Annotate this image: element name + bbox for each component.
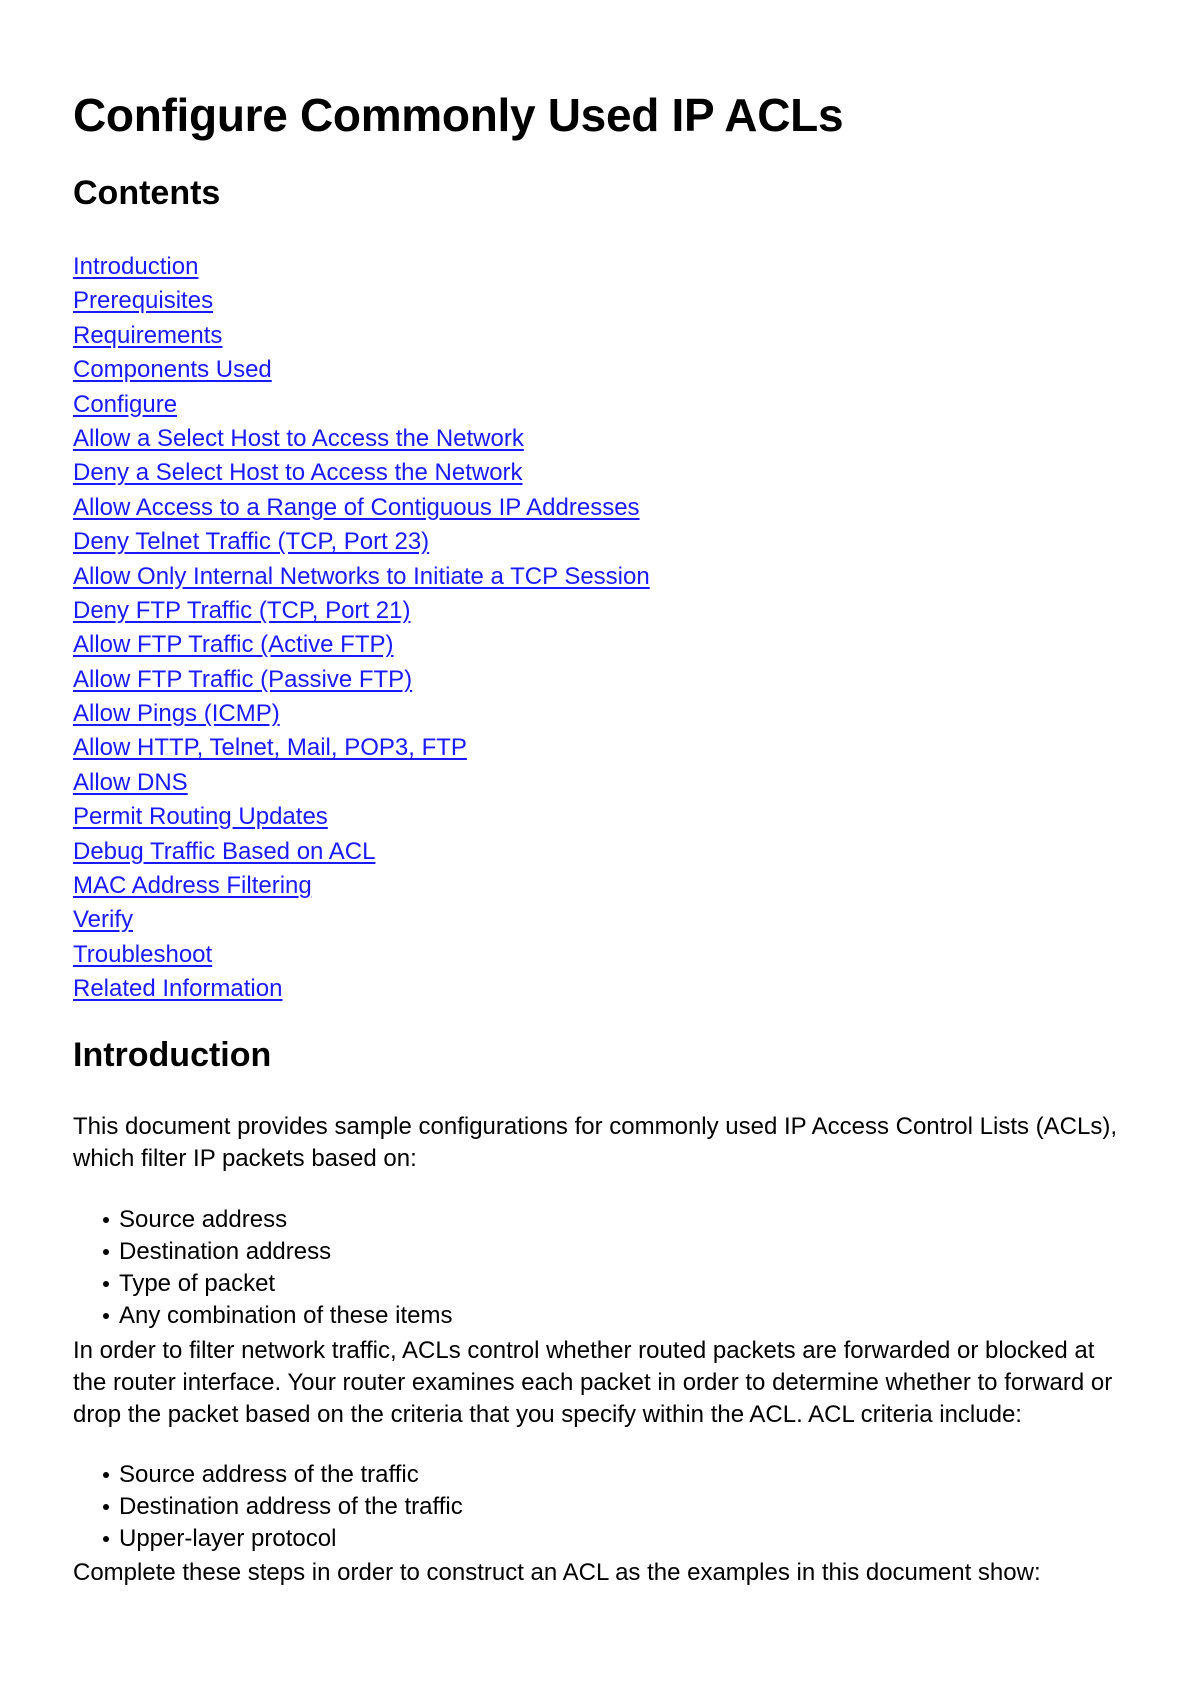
toc-item: [73, 663, 650, 697]
toc-item: [73, 491, 650, 525]
toc-link-deny-telnet[interactable]: Deny Telnet Traffic (TCP, Port 23): [73, 528, 430, 556]
toc-link-prerequisites[interactable]: Prerequisites: [73, 287, 214, 315]
toc-link-mac-filtering[interactable]: MAC Address Filtering: [73, 872, 312, 900]
bullet-icon: [103, 1536, 109, 1542]
toc-item: [73, 800, 650, 834]
intro-paragraph-1: This document provides sample configurations for commonly used IP Access Control Lists (ACLs), which filter IP packets based on:: [73, 1113, 1117, 1172]
contents-heading: Contents: [73, 174, 221, 212]
acl-criteria-list: [73, 1459, 463, 1555]
toc-item: [73, 835, 650, 869]
toc-item: [73, 388, 650, 422]
toc-link-allow-pings[interactable]: Allow Pings (ICMP): [73, 700, 280, 728]
toc-item: [73, 903, 650, 937]
filter-criteria-list: [73, 1204, 453, 1332]
bullet-icon: [103, 1313, 109, 1319]
toc-item: [73, 284, 650, 318]
toc-item: [73, 938, 650, 972]
toc-item: [73, 697, 650, 731]
list-item-text: Source address: [119, 1206, 288, 1233]
toc-item: [73, 525, 650, 559]
toc-link-allow-passive-ftp[interactable]: Allow FTP Traffic (Passive FTP): [73, 665, 413, 693]
page-title: Configure Commonly Used IP ACLs: [73, 89, 844, 141]
list-item-text: Source address of the traffic: [119, 1461, 419, 1488]
toc-item: [73, 766, 650, 800]
toc-link-debug-traffic[interactable]: Debug Traffic Based on ACL: [73, 837, 376, 865]
toc-link-verify[interactable]: Verify: [73, 906, 134, 934]
bullet-icon: [103, 1249, 109, 1255]
toc-link-deny-ftp[interactable]: Deny FTP Traffic (TCP, Port 21): [73, 596, 411, 624]
toc-link-requirements[interactable]: Requirements: [73, 321, 223, 349]
toc-link-permit-routing-updates[interactable]: Permit Routing Updates: [73, 803, 328, 831]
toc-link-configure[interactable]: Configure: [73, 390, 178, 418]
toc-link-allow-http-telnet-mail[interactable]: Allow HTTP, Telnet, Mail, POP3, FTP: [73, 734, 467, 762]
list-item: [73, 1268, 453, 1300]
list-item-text: Destination address of the traffic: [119, 1493, 463, 1520]
intro-paragraph-3: Complete these steps in order to construct an ACL as the examples in this document show:: [73, 1559, 1041, 1586]
toc-link-troubleshoot[interactable]: Troubleshoot: [73, 940, 213, 968]
toc-item: [73, 353, 650, 387]
list-item-text: Type of packet: [119, 1270, 276, 1297]
toc-link-allow-active-ftp[interactable]: Allow FTP Traffic (Active FTP): [73, 631, 394, 659]
toc-item: [73, 250, 650, 284]
list-item-text: Upper-layer protocol: [119, 1525, 337, 1552]
toc-link-deny-select-host[interactable]: Deny a Select Host to Access the Network: [73, 459, 523, 487]
toc-item: [73, 456, 650, 490]
bullet-icon: [103, 1217, 109, 1223]
toc-link-allow-dns[interactable]: Allow DNS: [73, 768, 188, 796]
toc-item: [73, 594, 650, 628]
toc-link-internal-tcp-session[interactable]: Allow Only Internal Networks to Initiate a TCP Session: [73, 562, 650, 590]
list-item: [73, 1236, 453, 1268]
toc-item: [73, 869, 650, 903]
list-item: [73, 1204, 453, 1236]
toc-item: [73, 319, 650, 353]
bullet-icon: [103, 1504, 109, 1510]
toc-item: [73, 972, 650, 1006]
list-item: [73, 1491, 463, 1523]
introduction-heading: Introduction: [73, 1036, 272, 1074]
list-item-text: Destination address: [119, 1238, 332, 1265]
table-of-contents: [73, 250, 650, 1007]
toc-link-allow-select-host[interactable]: Allow a Select Host to Access the Network: [73, 424, 524, 452]
toc-item: [73, 560, 650, 594]
list-item-text: Any combination of these items: [119, 1302, 453, 1329]
list-item: [73, 1300, 453, 1332]
toc-link-components-used[interactable]: Components Used: [73, 356, 272, 384]
toc-item: [73, 731, 650, 765]
list-item: [73, 1459, 463, 1491]
list-item: [73, 1523, 463, 1555]
intro-paragraph-2: In order to filter network traffic, ACLs control whether routed packets are forwarded or blocked at the router interface. Your router examines each packet in order to determine whether to forward or drop the packet based on the criteria that you specify within the ACL. ACL criteria include:: [73, 1337, 1113, 1428]
toc-link-related-information[interactable]: Related Information: [73, 975, 283, 1003]
toc-link-introduction[interactable]: Introduction: [73, 253, 199, 280]
toc-item: [73, 628, 650, 662]
toc-link-allow-ip-range[interactable]: Allow Access to a Range of Contiguous IP Addresses: [73, 493, 640, 521]
bullet-icon: [103, 1472, 109, 1478]
toc-item: [73, 422, 650, 456]
bullet-icon: [103, 1281, 109, 1287]
